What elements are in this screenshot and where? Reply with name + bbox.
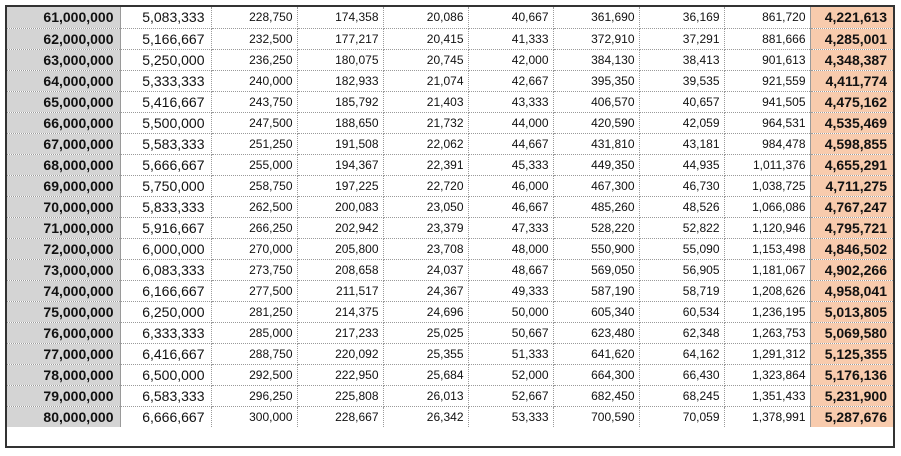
table-cell[interactable]: 25,025 xyxy=(383,322,468,343)
row-total-cell[interactable]: 4,958,041 xyxy=(810,280,893,301)
table-cell[interactable]: 48,526 xyxy=(639,196,724,217)
table-cell[interactable]: 1,011,376 xyxy=(724,154,810,175)
table-cell[interactable]: 881,666 xyxy=(724,28,810,49)
table-cell[interactable]: 42,059 xyxy=(639,112,724,133)
table-cell[interactable]: 50,667 xyxy=(468,322,553,343)
row-total-cell[interactable]: 4,846,502 xyxy=(810,238,893,259)
table-cell[interactable]: 225,808 xyxy=(297,385,383,406)
row-total-cell[interactable]: 5,013,805 xyxy=(810,301,893,322)
table-cell[interactable]: 266,250 xyxy=(211,217,297,238)
table-row xyxy=(7,259,893,280)
table-cell[interactable]: 251,250 xyxy=(211,133,297,154)
table-cell[interactable]: 6,666,667 xyxy=(120,406,211,427)
table-cell[interactable]: 214,375 xyxy=(297,301,383,322)
row-total-cell[interactable]: 4,348,387 xyxy=(810,49,893,70)
row-total-cell[interactable]: 4,795,721 xyxy=(810,217,893,238)
row-total-cell[interactable]: 4,902,266 xyxy=(810,259,893,280)
table-cell[interactable]: 1,291,312 xyxy=(724,343,810,364)
table-cell[interactable]: 52,000 xyxy=(468,364,553,385)
table-cell[interactable]: 700,590 xyxy=(553,406,639,427)
table-cell[interactable]: 372,910 xyxy=(553,28,639,49)
table-row xyxy=(7,238,893,259)
table-cell[interactable]: 36,169 xyxy=(639,7,724,28)
table-cell[interactable]: 197,225 xyxy=(297,175,383,196)
table-cell[interactable]: 569,050 xyxy=(553,259,639,280)
table-cell[interactable]: 1,038,725 xyxy=(724,175,810,196)
table-body xyxy=(7,7,893,427)
table-cell[interactable]: 232,500 xyxy=(211,28,297,49)
table-cell[interactable]: 5,916,667 xyxy=(120,217,211,238)
table-cell[interactable]: 47,333 xyxy=(468,217,553,238)
table-cell[interactable]: 52,822 xyxy=(639,217,724,238)
table-cell[interactable]: 255,000 xyxy=(211,154,297,175)
table-cell[interactable]: 220,092 xyxy=(297,343,383,364)
table-cell[interactable]: 42,667 xyxy=(468,70,553,91)
row-total-cell[interactable]: 4,535,469 xyxy=(810,112,893,133)
table-cell[interactable]: 528,220 xyxy=(553,217,639,238)
table-cell[interactable]: 623,480 xyxy=(553,322,639,343)
table-cell[interactable]: 5,083,333 xyxy=(120,7,211,28)
row-amount-cell[interactable]: 73,000,000 xyxy=(7,259,120,280)
table-cell[interactable]: 361,690 xyxy=(553,7,639,28)
table-cell[interactable]: 6,333,333 xyxy=(120,322,211,343)
table-cell[interactable]: 1,153,498 xyxy=(724,238,810,259)
table-cell[interactable]: 25,684 xyxy=(383,364,468,385)
table-row xyxy=(7,154,893,175)
table-cell[interactable]: 5,333,333 xyxy=(120,70,211,91)
table-cell[interactable]: 68,245 xyxy=(639,385,724,406)
table-cell[interactable]: 66,430 xyxy=(639,364,724,385)
table-cell[interactable]: 49,333 xyxy=(468,280,553,301)
table-cell[interactable]: 40,667 xyxy=(468,7,553,28)
table-row xyxy=(7,217,893,238)
table-cell[interactable]: 23,050 xyxy=(383,196,468,217)
table-cell[interactable]: 6,583,333 xyxy=(120,385,211,406)
table-cell[interactable]: 300,000 xyxy=(211,406,297,427)
table-cell[interactable]: 51,333 xyxy=(468,343,553,364)
row-amount-cell[interactable]: 70,000,000 xyxy=(7,196,120,217)
table-row xyxy=(7,343,893,364)
table-cell[interactable]: 21,403 xyxy=(383,91,468,112)
table-cell[interactable]: 296,250 xyxy=(211,385,297,406)
table-row xyxy=(7,70,893,91)
row-total-cell[interactable]: 4,475,162 xyxy=(810,91,893,112)
row-amount-cell[interactable]: 64,000,000 xyxy=(7,70,120,91)
table-cell[interactable]: 25,355 xyxy=(383,343,468,364)
table-cell[interactable]: 205,800 xyxy=(297,238,383,259)
row-total-cell[interactable]: 4,655,291 xyxy=(810,154,893,175)
row-amount-cell[interactable]: 62,000,000 xyxy=(7,28,120,49)
row-amount-cell[interactable]: 72,000,000 xyxy=(7,238,120,259)
table-cell[interactable]: 984,478 xyxy=(724,133,810,154)
table-cell[interactable]: 449,350 xyxy=(553,154,639,175)
table-cell[interactable]: 384,130 xyxy=(553,49,639,70)
table-cell[interactable]: 587,190 xyxy=(553,280,639,301)
row-total-cell[interactable]: 5,125,355 xyxy=(810,343,893,364)
table-cell[interactable]: 6,166,667 xyxy=(120,280,211,301)
table-cell[interactable]: 22,720 xyxy=(383,175,468,196)
table-row xyxy=(7,385,893,406)
table-cell[interactable]: 64,162 xyxy=(639,343,724,364)
row-amount-cell[interactable]: 63,000,000 xyxy=(7,49,120,70)
table-cell[interactable]: 285,000 xyxy=(211,322,297,343)
table-cell[interactable]: 50,000 xyxy=(468,301,553,322)
table-cell[interactable]: 53,333 xyxy=(468,406,553,427)
table-cell[interactable]: 191,508 xyxy=(297,133,383,154)
table-cell[interactable]: 202,942 xyxy=(297,217,383,238)
table-row xyxy=(7,364,893,385)
table-cell[interactable]: 41,333 xyxy=(468,28,553,49)
table-row xyxy=(7,301,893,322)
table-cell[interactable]: 467,300 xyxy=(553,175,639,196)
table-row xyxy=(7,322,893,343)
table-cell[interactable]: 6,500,000 xyxy=(120,364,211,385)
table-cell[interactable]: 222,950 xyxy=(297,364,383,385)
row-amount-cell[interactable]: 75,000,000 xyxy=(7,301,120,322)
table-cell[interactable]: 42,000 xyxy=(468,49,553,70)
table-cell[interactable]: 200,083 xyxy=(297,196,383,217)
table-cell[interactable]: 22,391 xyxy=(383,154,468,175)
table-cell[interactable]: 1,263,753 xyxy=(724,322,810,343)
table-cell[interactable]: 174,358 xyxy=(297,7,383,28)
row-total-cell[interactable]: 4,411,774 xyxy=(810,70,893,91)
table-cell[interactable]: 270,000 xyxy=(211,238,297,259)
table-row xyxy=(7,91,893,112)
table-row xyxy=(7,28,893,49)
table-cell[interactable]: 5,250,000 xyxy=(120,49,211,70)
table-row xyxy=(7,196,893,217)
row-amount-cell[interactable]: 74,000,000 xyxy=(7,280,120,301)
table-row xyxy=(7,280,893,301)
table-cell[interactable]: 39,535 xyxy=(639,70,724,91)
table-cell[interactable]: 281,250 xyxy=(211,301,297,322)
table-cell[interactable]: 228,750 xyxy=(211,7,297,28)
table-cell[interactable]: 60,534 xyxy=(639,301,724,322)
table-cell[interactable]: 605,340 xyxy=(553,301,639,322)
row-total-cell[interactable]: 4,767,247 xyxy=(810,196,893,217)
table-cell[interactable]: 5,666,667 xyxy=(120,154,211,175)
row-amount-cell[interactable]: 80,000,000 xyxy=(7,406,120,427)
table-cell[interactable]: 23,379 xyxy=(383,217,468,238)
table-cell[interactable]: 243,750 xyxy=(211,91,297,112)
table-cell[interactable]: 395,350 xyxy=(553,70,639,91)
table-cell[interactable]: 55,090 xyxy=(639,238,724,259)
table-cell[interactable]: 5,500,000 xyxy=(120,112,211,133)
table-cell[interactable]: 861,720 xyxy=(724,7,810,28)
table-cell[interactable]: 550,900 xyxy=(553,238,639,259)
table-cell[interactable]: 1,323,864 xyxy=(724,364,810,385)
table-cell[interactable]: 22,062 xyxy=(383,133,468,154)
row-amount-cell[interactable]: 61,000,000 xyxy=(7,7,120,28)
table-cell[interactable]: 292,500 xyxy=(211,364,297,385)
table-cell[interactable]: 52,667 xyxy=(468,385,553,406)
table-cell[interactable]: 45,333 xyxy=(468,154,553,175)
table-cell[interactable]: 6,250,000 xyxy=(120,301,211,322)
table-cell[interactable]: 20,745 xyxy=(383,49,468,70)
table-cell[interactable]: 236,250 xyxy=(211,49,297,70)
table-cell[interactable]: 1,181,067 xyxy=(724,259,810,280)
table-cell[interactable]: 26,342 xyxy=(383,406,468,427)
table-row xyxy=(7,49,893,70)
table-cell[interactable]: 5,833,333 xyxy=(120,196,211,217)
table-cell[interactable]: 664,300 xyxy=(553,364,639,385)
table-cell[interactable]: 247,500 xyxy=(211,112,297,133)
table-cell[interactable]: 20,415 xyxy=(383,28,468,49)
table-cell[interactable]: 23,708 xyxy=(383,238,468,259)
table-cell[interactable]: 43,181 xyxy=(639,133,724,154)
table-cell[interactable]: 1,120,946 xyxy=(724,217,810,238)
row-total-cell[interactable]: 4,711,275 xyxy=(810,175,893,196)
row-total-cell[interactable]: 5,069,580 xyxy=(810,322,893,343)
table-cell[interactable]: 217,233 xyxy=(297,322,383,343)
table-cell[interactable]: 24,367 xyxy=(383,280,468,301)
table-cell[interactable]: 6,000,000 xyxy=(120,238,211,259)
table-cell[interactable]: 1,351,433 xyxy=(724,385,810,406)
row-total-cell[interactable]: 5,176,136 xyxy=(810,364,893,385)
table-cell[interactable]: 46,000 xyxy=(468,175,553,196)
table-cell[interactable]: 964,531 xyxy=(724,112,810,133)
row-total-cell[interactable]: 4,598,855 xyxy=(810,133,893,154)
table-cell[interactable]: 21,732 xyxy=(383,112,468,133)
table-cell[interactable]: 6,416,667 xyxy=(120,343,211,364)
table-cell[interactable]: 182,933 xyxy=(297,70,383,91)
table-cell[interactable]: 1,066,086 xyxy=(724,196,810,217)
spreadsheet-frame xyxy=(5,5,895,448)
table-cell[interactable]: 58,719 xyxy=(639,280,724,301)
table-cell[interactable]: 40,657 xyxy=(639,91,724,112)
row-amount-cell[interactable]: 66,000,000 xyxy=(7,112,120,133)
table-cell[interactable]: 44,000 xyxy=(468,112,553,133)
table-cell[interactable]: 5,583,333 xyxy=(120,133,211,154)
row-amount-cell[interactable]: 77,000,000 xyxy=(7,343,120,364)
row-total-cell[interactable]: 4,285,001 xyxy=(810,28,893,49)
table-cell[interactable]: 901,613 xyxy=(724,49,810,70)
table-row xyxy=(7,133,893,154)
table-cell[interactable]: 56,905 xyxy=(639,259,724,280)
table-cell[interactable]: 5,416,667 xyxy=(120,91,211,112)
table-cell[interactable]: 208,658 xyxy=(297,259,383,280)
table-cell[interactable]: 44,667 xyxy=(468,133,553,154)
table-cell[interactable]: 24,696 xyxy=(383,301,468,322)
table-cell[interactable]: 44,935 xyxy=(639,154,724,175)
table-cell[interactable]: 273,750 xyxy=(211,259,297,280)
table-cell[interactable]: 431,810 xyxy=(553,133,639,154)
table-row xyxy=(7,7,893,28)
row-amount-cell[interactable]: 65,000,000 xyxy=(7,91,120,112)
table-cell[interactable]: 228,667 xyxy=(297,406,383,427)
table-cell[interactable]: 62,348 xyxy=(639,322,724,343)
table-cell[interactable]: 37,291 xyxy=(639,28,724,49)
row-amount-cell[interactable]: 76,000,000 xyxy=(7,322,120,343)
table-cell[interactable]: 180,075 xyxy=(297,49,383,70)
table-cell[interactable]: 258,750 xyxy=(211,175,297,196)
table-row xyxy=(7,175,893,196)
table-cell[interactable]: 262,500 xyxy=(211,196,297,217)
table-row xyxy=(7,112,893,133)
table-cell[interactable]: 288,750 xyxy=(211,343,297,364)
table-cell[interactable]: 24,037 xyxy=(383,259,468,280)
table-cell[interactable]: 406,570 xyxy=(553,91,639,112)
row-amount-cell[interactable]: 69,000,000 xyxy=(7,175,120,196)
table-cell[interactable]: 682,450 xyxy=(553,385,639,406)
row-amount-cell[interactable]: 68,000,000 xyxy=(7,154,120,175)
table-cell[interactable]: 26,013 xyxy=(383,385,468,406)
table-cell[interactable]: 48,000 xyxy=(468,238,553,259)
row-total-cell[interactable]: 5,287,676 xyxy=(810,406,893,427)
table-cell[interactable]: 240,000 xyxy=(211,70,297,91)
table-cell[interactable]: 921,559 xyxy=(724,70,810,91)
table-cell[interactable]: 5,750,000 xyxy=(120,175,211,196)
table-cell[interactable]: 211,517 xyxy=(297,280,383,301)
table-cell[interactable]: 485,260 xyxy=(553,196,639,217)
table-cell[interactable]: 43,333 xyxy=(468,91,553,112)
table-row xyxy=(7,406,893,427)
table-cell[interactable]: 1,378,991 xyxy=(724,406,810,427)
table-cell[interactable]: 641,620 xyxy=(553,343,639,364)
table-cell[interactable]: 277,500 xyxy=(211,280,297,301)
table-cell[interactable]: 46,730 xyxy=(639,175,724,196)
table-cell[interactable]: 20,086 xyxy=(383,7,468,28)
table-cell[interactable]: 194,367 xyxy=(297,154,383,175)
row-total-cell[interactable]: 4,221,613 xyxy=(810,7,893,28)
salary-table xyxy=(7,7,893,427)
table-cell[interactable]: 185,792 xyxy=(297,91,383,112)
table-cell[interactable]: 941,505 xyxy=(724,91,810,112)
table-cell[interactable]: 5,166,667 xyxy=(120,28,211,49)
table-cell[interactable]: 1,236,195 xyxy=(724,301,810,322)
row-total-cell[interactable]: 5,231,900 xyxy=(810,385,893,406)
table-cell[interactable]: 420,590 xyxy=(553,112,639,133)
row-amount-cell[interactable]: 79,000,000 xyxy=(7,385,120,406)
table-cell[interactable]: 177,217 xyxy=(297,28,383,49)
table-cell[interactable]: 188,650 xyxy=(297,112,383,133)
table-cell[interactable]: 1,208,626 xyxy=(724,280,810,301)
table-cell[interactable]: 6,083,333 xyxy=(120,259,211,280)
row-amount-cell[interactable]: 71,000,000 xyxy=(7,217,120,238)
table-cell[interactable]: 70,059 xyxy=(639,406,724,427)
table-cell[interactable]: 38,413 xyxy=(639,49,724,70)
table-cell[interactable]: 48,667 xyxy=(468,259,553,280)
table-cell[interactable]: 46,667 xyxy=(468,196,553,217)
table-cell[interactable]: 21,074 xyxy=(383,70,468,91)
row-amount-cell[interactable]: 78,000,000 xyxy=(7,364,120,385)
row-amount-cell[interactable]: 67,000,000 xyxy=(7,133,120,154)
